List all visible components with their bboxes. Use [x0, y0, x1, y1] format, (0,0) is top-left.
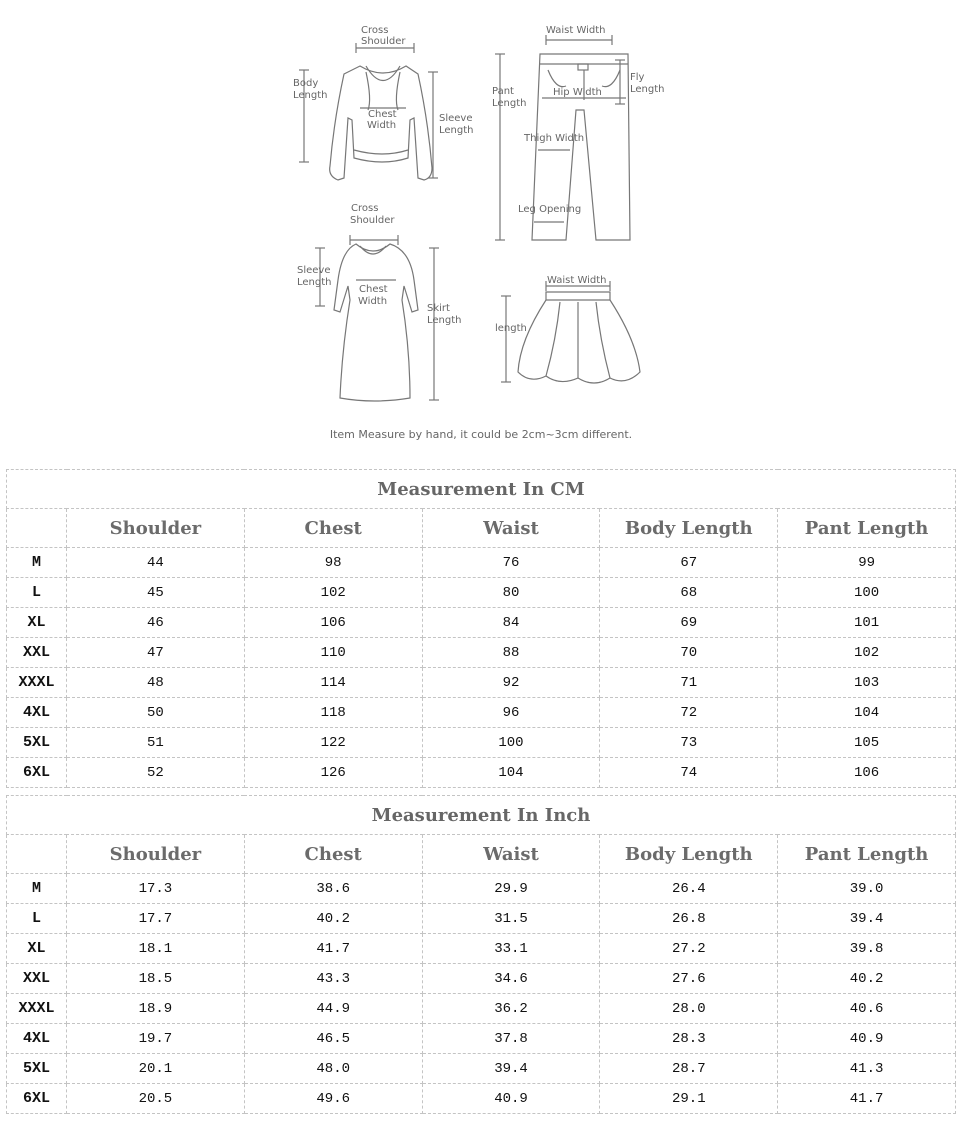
size-cell: L [7, 904, 67, 934]
size-cell: 6XL [7, 1084, 67, 1114]
value-cell: 100 [422, 728, 600, 758]
header-pant-length: Pant Length [778, 835, 956, 874]
header-chest: Chest [244, 509, 422, 548]
size-cell: XL [7, 608, 67, 638]
value-cell: 74 [600, 758, 778, 788]
header-shoulder: Shoulder [67, 509, 245, 548]
table-row [7, 934, 956, 964]
value-cell: 51 [67, 728, 245, 758]
header-chest: Chest [244, 835, 422, 874]
value-cell: 102 [778, 638, 956, 668]
hip-width-label: Hip Width [553, 87, 602, 98]
value-cell: 44 [67, 548, 245, 578]
value-cell: 26.8 [600, 904, 778, 934]
sleeve-length-label-1: Sleeve [439, 113, 473, 124]
value-cell: 46.5 [244, 1024, 422, 1054]
inch-size-table [6, 795, 956, 1114]
value-cell: 39.4 [422, 1054, 600, 1084]
table-row [7, 698, 956, 728]
table-row [7, 758, 956, 788]
value-cell: 104 [778, 698, 956, 728]
value-cell: 72 [600, 698, 778, 728]
dress-chest-width-label-1: Chest [359, 284, 388, 295]
table-row [7, 874, 956, 904]
value-cell: 44.9 [244, 994, 422, 1024]
value-cell: 40.2 [244, 904, 422, 934]
header-size [7, 509, 67, 548]
value-cell: 106 [244, 608, 422, 638]
measurement-diagram [0, 0, 962, 430]
header-shoulder: Shoulder [67, 835, 245, 874]
value-cell: 48.0 [244, 1054, 422, 1084]
value-cell: 68 [600, 578, 778, 608]
fly-length-label-1: Fly [630, 72, 645, 83]
value-cell: 38.6 [244, 874, 422, 904]
leg-opening-label: Leg Opening [518, 204, 582, 215]
header-body-length: Body Length [600, 509, 778, 548]
value-cell: 104 [422, 758, 600, 788]
size-cell: 4XL [7, 1024, 67, 1054]
value-cell: 67 [600, 548, 778, 578]
skirt-length-label-2: Length [427, 315, 462, 326]
value-cell: 18.1 [67, 934, 245, 964]
table-row [7, 1024, 956, 1054]
dress-icon [334, 244, 418, 401]
size-cell: XL [7, 934, 67, 964]
measure-note: Item Measure by hand, it could be 2cm~3cm different. [329, 428, 633, 441]
value-cell: 73 [600, 728, 778, 758]
value-cell: 96 [422, 698, 600, 728]
value-cell: 27.2 [600, 934, 778, 964]
pant-length-label-1: Pant [492, 86, 514, 97]
value-cell: 110 [244, 638, 422, 668]
value-cell: 92 [422, 668, 600, 698]
fly-length-label-2: Length [630, 84, 665, 95]
value-cell: 17.3 [67, 874, 245, 904]
size-cell: XXXL [7, 668, 67, 698]
value-cell: 102 [244, 578, 422, 608]
value-cell: 28.0 [600, 994, 778, 1024]
cross-shoulder-label-2: Shoulder [361, 36, 406, 47]
size-cell: L [7, 578, 67, 608]
value-cell: 37.8 [422, 1024, 600, 1054]
value-cell: 19.7 [67, 1024, 245, 1054]
table-row [7, 994, 956, 1024]
value-cell: 40.2 [778, 964, 956, 994]
table-row [7, 608, 956, 638]
value-cell: 39.0 [778, 874, 956, 904]
value-cell: 33.1 [422, 934, 600, 964]
size-cell: M [7, 874, 67, 904]
inch-table-body [7, 874, 956, 1114]
value-cell: 47 [67, 638, 245, 668]
value-cell: 98 [244, 548, 422, 578]
value-cell: 40.6 [778, 994, 956, 1024]
table-row [7, 548, 956, 578]
waist-width-label: Waist Width [546, 25, 606, 36]
table-row [7, 904, 956, 934]
value-cell: 18.9 [67, 994, 245, 1024]
value-cell: 31.5 [422, 904, 600, 934]
value-cell: 43.3 [244, 964, 422, 994]
size-cell: XXL [7, 964, 67, 994]
value-cell: 45 [67, 578, 245, 608]
value-cell: 28.3 [600, 1024, 778, 1054]
value-cell: 126 [244, 758, 422, 788]
size-cell: 4XL [7, 698, 67, 728]
header-pant-length: Pant Length [778, 509, 956, 548]
table-row [7, 1084, 956, 1114]
value-cell: 40.9 [778, 1024, 956, 1054]
value-cell: 41.7 [244, 934, 422, 964]
value-cell: 70 [600, 638, 778, 668]
dress-sleeve-length-label-2: Length [297, 277, 332, 288]
value-cell: 118 [244, 698, 422, 728]
value-cell: 46 [67, 608, 245, 638]
header-waist: Waist [422, 835, 600, 874]
value-cell: 84 [422, 608, 600, 638]
value-cell: 49.6 [244, 1084, 422, 1114]
value-cell: 101 [778, 608, 956, 638]
skirt-waist-width-label: Waist Width [547, 275, 607, 286]
dress-cross-shoulder-label-1: Cross [351, 203, 379, 214]
value-cell: 29.9 [422, 874, 600, 904]
dress-chest-width-label-2: Width [358, 296, 388, 307]
size-cell: 6XL [7, 758, 67, 788]
size-cell: XXXL [7, 994, 67, 1024]
skirt-length-label-1: Skirt [427, 303, 450, 314]
diagram-svg [0, 0, 962, 430]
value-cell: 17.7 [67, 904, 245, 934]
cm-size-table [6, 469, 956, 788]
value-cell: 103 [778, 668, 956, 698]
value-cell: 20.5 [67, 1084, 245, 1114]
table-row [7, 964, 956, 994]
value-cell: 39.4 [778, 904, 956, 934]
chest-width-label-1: Chest [368, 109, 397, 120]
value-cell: 28.7 [600, 1054, 778, 1084]
value-cell: 41.7 [778, 1084, 956, 1114]
value-cell: 106 [778, 758, 956, 788]
pant-length-label-2: Length [492, 98, 527, 109]
value-cell: 26.4 [600, 874, 778, 904]
header-body-length: Body Length [600, 835, 778, 874]
value-cell: 27.6 [600, 964, 778, 994]
value-cell: 100 [778, 578, 956, 608]
value-cell: 88 [422, 638, 600, 668]
skirt-icon [518, 292, 640, 383]
value-cell: 69 [600, 608, 778, 638]
value-cell: 36.2 [422, 994, 600, 1024]
value-cell: 41.3 [778, 1054, 956, 1084]
value-cell: 18.5 [67, 964, 245, 994]
size-cell: 5XL [7, 1054, 67, 1084]
table-row [7, 578, 956, 608]
body-length-label-1: Body [293, 78, 319, 89]
value-cell: 34.6 [422, 964, 600, 994]
value-cell: 20.1 [67, 1054, 245, 1084]
body-length-label-2: Length [293, 90, 328, 101]
header-size [7, 835, 67, 874]
dress-sleeve-length-label-1: Sleeve [297, 265, 331, 276]
value-cell: 40.9 [422, 1084, 600, 1114]
table-title: Measurement In Inch [7, 796, 956, 835]
value-cell: 50 [67, 698, 245, 728]
table-title: Measurement In CM [7, 470, 956, 509]
value-cell: 29.1 [600, 1084, 778, 1114]
chest-width-label-2: Width [367, 120, 397, 131]
value-cell: 48 [67, 668, 245, 698]
value-cell: 76 [422, 548, 600, 578]
sleeve-length-label-2: Length [439, 125, 474, 136]
value-cell: 71 [600, 668, 778, 698]
table-row [7, 1054, 956, 1084]
size-cell: M [7, 548, 67, 578]
skirt-length-label: length [495, 323, 527, 334]
value-cell: 52 [67, 758, 245, 788]
cm-table-body [7, 548, 956, 788]
dress-cross-shoulder-label-2: Shoulder [350, 215, 395, 226]
value-cell: 114 [244, 668, 422, 698]
table-row [7, 668, 956, 698]
size-cell: 5XL [7, 728, 67, 758]
value-cell: 80 [422, 578, 600, 608]
size-cell: XXL [7, 638, 67, 668]
value-cell: 39.8 [778, 934, 956, 964]
value-cell: 99 [778, 548, 956, 578]
value-cell: 105 [778, 728, 956, 758]
header-waist: Waist [422, 509, 600, 548]
thigh-width-label: Thigh Width [524, 133, 585, 144]
table-row [7, 638, 956, 668]
value-cell: 122 [244, 728, 422, 758]
table-row [7, 728, 956, 758]
cross-shoulder-label-1: Cross [361, 25, 389, 36]
